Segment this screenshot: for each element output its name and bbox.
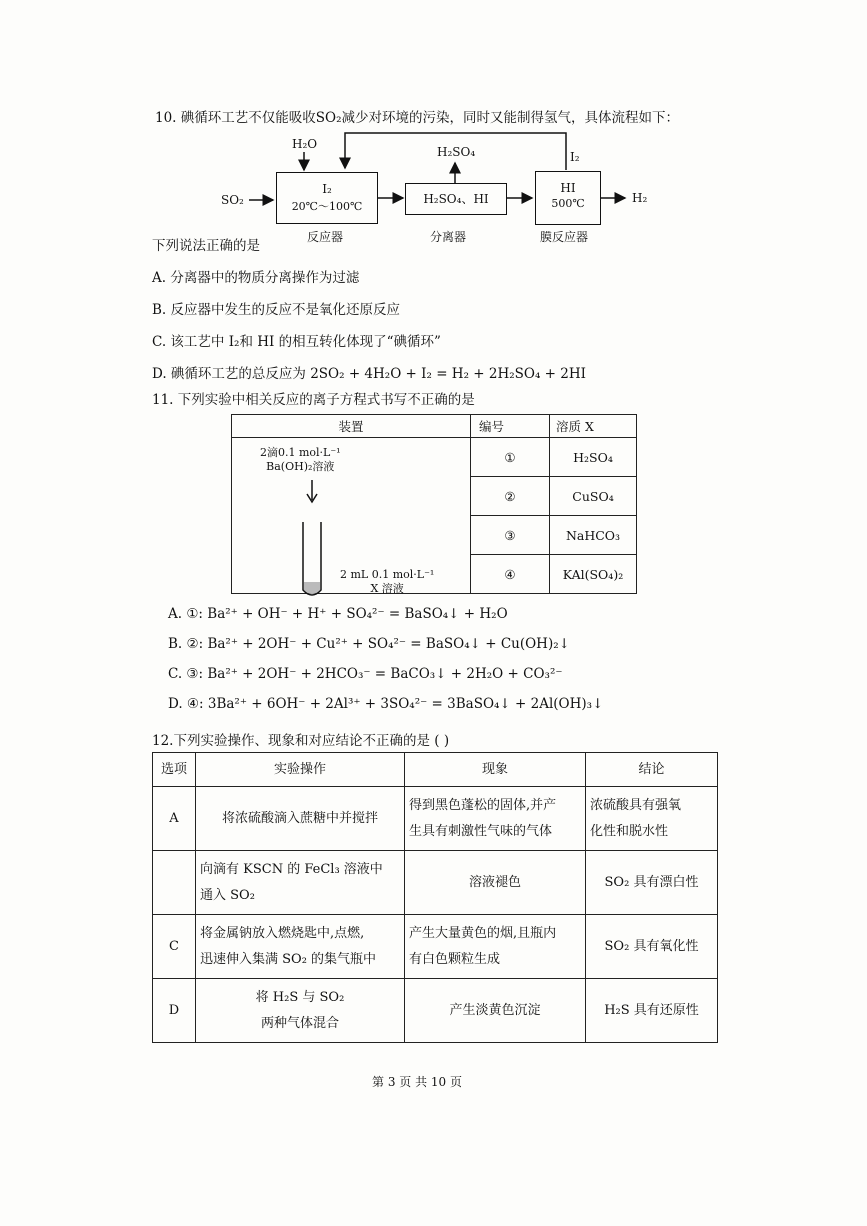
q12-row-a-conclusion	[586, 787, 718, 851]
q12-row-b-conclusion-line1: SO₂ 具有漂白性	[604, 874, 699, 890]
q11-row2-solute: CuSO₄	[550, 477, 637, 516]
q12-row-b-operation	[196, 851, 405, 915]
q12-row-c-operation-line1: 将金属钠放入燃烧匙中,点燃,	[200, 925, 365, 941]
q12-row-c-conclusion-line1: SO₂ 具有氧化性	[604, 938, 699, 954]
tube-solution-line1: 2 mL 0.1 mol·L⁻¹	[340, 568, 435, 581]
q10-option-a: A. 分离器中的物质分离操作为过滤	[152, 270, 360, 286]
q11-option-b: B. ②: Ba²⁺ + 2OH⁻ + Cu²⁺ + SO₄²⁻ = BaSO₄↓ + Cu(OH)₂↓	[168, 636, 570, 652]
q12-row-d-conclusion-line1: H₂S 具有还原性	[604, 1002, 699, 1018]
q11-row1-number: ①	[471, 438, 550, 477]
q12-row-c-operation	[196, 915, 405, 979]
q12-row-d-operation	[196, 979, 405, 1043]
h2so4-output-label: H₂SO₄	[437, 145, 476, 159]
tube-solution-line2: X 溶液	[370, 582, 404, 595]
q12-row-a-operation	[196, 787, 405, 851]
q12-row-a-phenomenon-line2: 生具有刺激性气味的气体	[409, 823, 553, 839]
table-row	[153, 851, 718, 915]
table-row	[153, 915, 718, 979]
q11-header-solute: 溶质 X	[550, 415, 637, 438]
i2-return-label: I₂	[570, 150, 580, 164]
q11-stem: 11. 下列实验中相关反应的离子方程式书写不正确的是	[152, 392, 475, 408]
table-row	[153, 979, 718, 1043]
so2-label: SO₂	[221, 193, 244, 207]
reactor-line2: 20℃～100℃	[291, 200, 363, 213]
apparatus-cell	[232, 438, 471, 594]
q12-row-a-conclusion-line2: 化性和脱水性	[590, 823, 669, 839]
q12-row-a-phenomenon-line1: 得到黑色蓬松的固体,并产	[409, 797, 557, 813]
q11-row2-number: ②	[471, 477, 550, 516]
membrane-reactor-box	[535, 171, 601, 225]
reactor-box	[276, 172, 378, 224]
q12-row-b-operation-line2: 通入 SO₂	[200, 887, 255, 903]
q12-row-d-option: D	[153, 979, 196, 1043]
q12-row-b-conclusion	[586, 851, 718, 915]
membrane-line2: 500℃	[551, 197, 585, 210]
flow-arrows	[0, 0, 867, 260]
separator-name: 分离器	[430, 230, 467, 244]
q12-row-a-operation-line1: 将浓硫酸滴入蔗糖中并搅拌	[221, 810, 378, 826]
q11-table	[231, 414, 637, 594]
q12-row-b-phenomenon-line1: 溶液褪色	[468, 874, 521, 890]
q12-row-c-option: C	[153, 915, 196, 979]
membrane-line1: HI	[560, 181, 576, 195]
dropper-reagent-label	[260, 446, 341, 474]
q12-row-c-phenomenon-line1: 产生大量黄色的烟,且瓶内	[409, 925, 557, 941]
q12-row-d-operation-line1: 将 H₂S 与 SO₂	[255, 989, 345, 1005]
q11-option-a: A. ①: Ba²⁺ + OH⁻ + H⁺ + SO₄²⁻ = BaSO₄↓ + H₂O	[168, 606, 508, 622]
q12-header-phenomenon: 现象	[405, 753, 586, 787]
q11-row3-number: ③	[471, 516, 550, 555]
tube-solution-label	[340, 568, 434, 596]
q12-row-a-conclusion-line1: 浓硫酸具有强氧	[590, 797, 682, 813]
q12-row-b-option	[153, 851, 196, 915]
q12-row-a-phenomenon	[405, 787, 586, 851]
q12-row-d-phenomenon	[405, 979, 586, 1043]
q10-option-b: B. 反应器中发生的反应不是氧化还原反应	[152, 302, 401, 318]
q12-row-c-conclusion	[586, 915, 718, 979]
q12-row-b-operation-line1: 向滴有 KSCN 的 FeCl₃ 溶液中	[200, 861, 383, 877]
dropper-reagent-line1: 2滴0.1 mol·L⁻¹	[260, 446, 341, 459]
q12-row-c-operation-line2: 迅速伸入集满 SO₂ 的集气瓶中	[200, 951, 377, 967]
q12-header-operation: 实验操作	[196, 753, 405, 787]
reactor-line1: I₂	[322, 182, 332, 196]
q11-option-d: D. ④: 3Ba²⁺ + 6OH⁻ + 2Al³⁺ + 3SO₄²⁻ = 3BaSO₄↓ + 2Al(OH)₃↓	[168, 696, 604, 712]
q11-header-apparatus: 装置	[232, 415, 471, 438]
q12-row-d-conclusion	[586, 979, 718, 1043]
page-footer: 第 3 页 共 10 页	[372, 1075, 462, 1089]
q11-header-number: 编号	[471, 415, 550, 438]
separator-label: H₂SO₄、HI	[423, 192, 489, 206]
h2-output-label: H₂	[632, 191, 648, 205]
q10-option-c: C. 该工艺中 I₂和 HI 的相互转化体现了“碘循环”	[152, 334, 441, 350]
test-tube-icon	[292, 478, 332, 603]
q12-table	[152, 752, 718, 1043]
separator-box	[405, 183, 507, 215]
dropper-reagent-line2: Ba(OH)₂溶液	[266, 460, 335, 473]
q11-row3-solute: NaHCO₃	[550, 516, 637, 555]
q12-row-d-operation-line2: 两种气体混合	[260, 1015, 339, 1031]
membrane-reactor-name: 膜反应器	[540, 230, 589, 244]
q10-option-d: D. 碘循环工艺的总反应为 2SO₂ + 4H₂O + I₂ = H₂ + 2H₂SO₄ + 2HI	[152, 366, 586, 382]
reactor-name: 反应器	[307, 230, 344, 244]
q10-prompt: 下列说法正确的是	[152, 238, 260, 254]
q12-row-c-phenomenon	[405, 915, 586, 979]
q11-option-c: C. ③: Ba²⁺ + 2OH⁻ + 2HCO₃⁻ = BaCO₃↓ + 2H₂O + CO₃²⁻	[168, 666, 563, 682]
h2o-label: H₂O	[292, 137, 318, 151]
q12-row-c-phenomenon-line2: 有白色颗粒生成	[409, 951, 501, 967]
q10-stem: 10. 碘循环工艺不仅能吸收SO₂减少对环境的污染，同时又能制得氢气，具体流程如下：	[155, 110, 679, 126]
q12-header-option: 选项	[153, 753, 196, 787]
q11-row4-solute: KAl(SO₄)₂	[550, 555, 637, 594]
q12-row-b-phenomenon	[405, 851, 586, 915]
q12-stem: 12.下列实验操作、现象和对应结论不正确的是 ( )	[152, 733, 450, 749]
q11-row4-number: ④	[471, 555, 550, 594]
table-row	[153, 787, 718, 851]
q12-row-d-phenomenon-line1: 产生淡黄色沉淀	[449, 1002, 541, 1018]
q12-row-a-option: A	[153, 787, 196, 851]
q11-row1-solute: H₂SO₄	[550, 438, 637, 477]
q12-header-conclusion: 结论	[586, 753, 718, 787]
